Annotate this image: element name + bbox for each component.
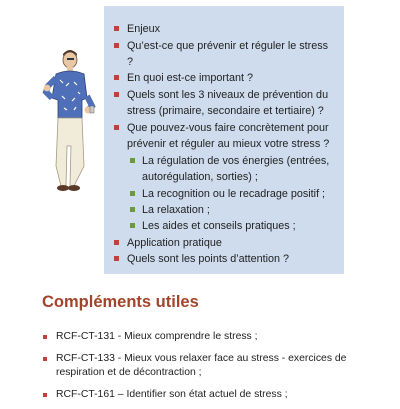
outline-box — [104, 6, 344, 274]
square-bullet-icon — [43, 393, 47, 397]
outline-item — [112, 235, 334, 251]
outline-item-label: Quels sont les points d’attention ? — [127, 253, 290, 266]
complement-item — [42, 352, 392, 381]
outline-item-label: Que pouvez-vous faire concrètement pour prévenir et réguler au mieux votre stress ? — [127, 121, 330, 150]
outline-item-label: Enjeux — [127, 23, 161, 35]
outline-list — [112, 21, 334, 267]
square-bullet-icon — [114, 75, 119, 80]
square-bullet-icon — [130, 191, 135, 196]
outline-item — [112, 38, 334, 70]
complement-item — [42, 330, 392, 345]
complements-list — [42, 330, 392, 409]
outline-subitem-label: La relaxation ; — [142, 203, 210, 216]
outline-subitem-label: Les aides et conseils pratiques ; — [142, 220, 296, 232]
square-bullet-icon — [114, 26, 119, 31]
complement-item-label: RCF-CT-131 - Mieux comprendre le stress ; — [56, 331, 258, 342]
square-bullet-icon — [114, 43, 119, 48]
outline-subitem — [127, 186, 334, 202]
square-bullet-icon — [43, 335, 47, 339]
outline-item — [112, 21, 334, 37]
outline-item-label: Qu’est-ce que prévenir et réguler le stress ? — [127, 39, 329, 68]
outline-item-label: Application pratique — [127, 236, 222, 249]
outline-item-label: En quoi est-ce important ? — [127, 72, 254, 85]
square-bullet-icon — [114, 92, 119, 97]
outline-sublist — [127, 153, 334, 234]
outline-item — [112, 120, 334, 234]
section-heading: Compléments utiles — [42, 293, 199, 311]
outline-subitem — [127, 202, 334, 218]
square-bullet-icon — [114, 256, 119, 261]
square-bullet-icon — [43, 357, 47, 361]
outline-subitem-label: La recognition ou le recadrage positif ; — [142, 187, 326, 200]
square-bullet-icon — [114, 240, 119, 245]
outline-item-label: Quels sont les 3 niveaux de prévention du stress (primaire, secondaire et tertiaire) ? — [127, 88, 329, 118]
outline-item — [112, 251, 334, 267]
square-bullet-icon — [114, 125, 119, 130]
square-bullet-icon — [130, 207, 135, 212]
complement-item-label: RCF-CT-161 – Identifier son état actuel de stress ; — [56, 388, 288, 400]
square-bullet-icon — [130, 158, 135, 163]
outline-item — [112, 87, 334, 119]
presenter-illustration — [40, 46, 102, 196]
square-bullet-icon — [130, 223, 135, 228]
outline-subitem — [127, 153, 334, 185]
outline-item — [112, 70, 334, 86]
complement-item-label: RCF-CT-133 - Mieux vous relaxer face au stress - exercices de respiration et de décontraction ; — [56, 352, 347, 378]
outline-subitem-label: La régulation de vos énergies (entrées, autorégulation, sorties) ; — [142, 155, 330, 184]
outline-subitem — [127, 218, 334, 234]
